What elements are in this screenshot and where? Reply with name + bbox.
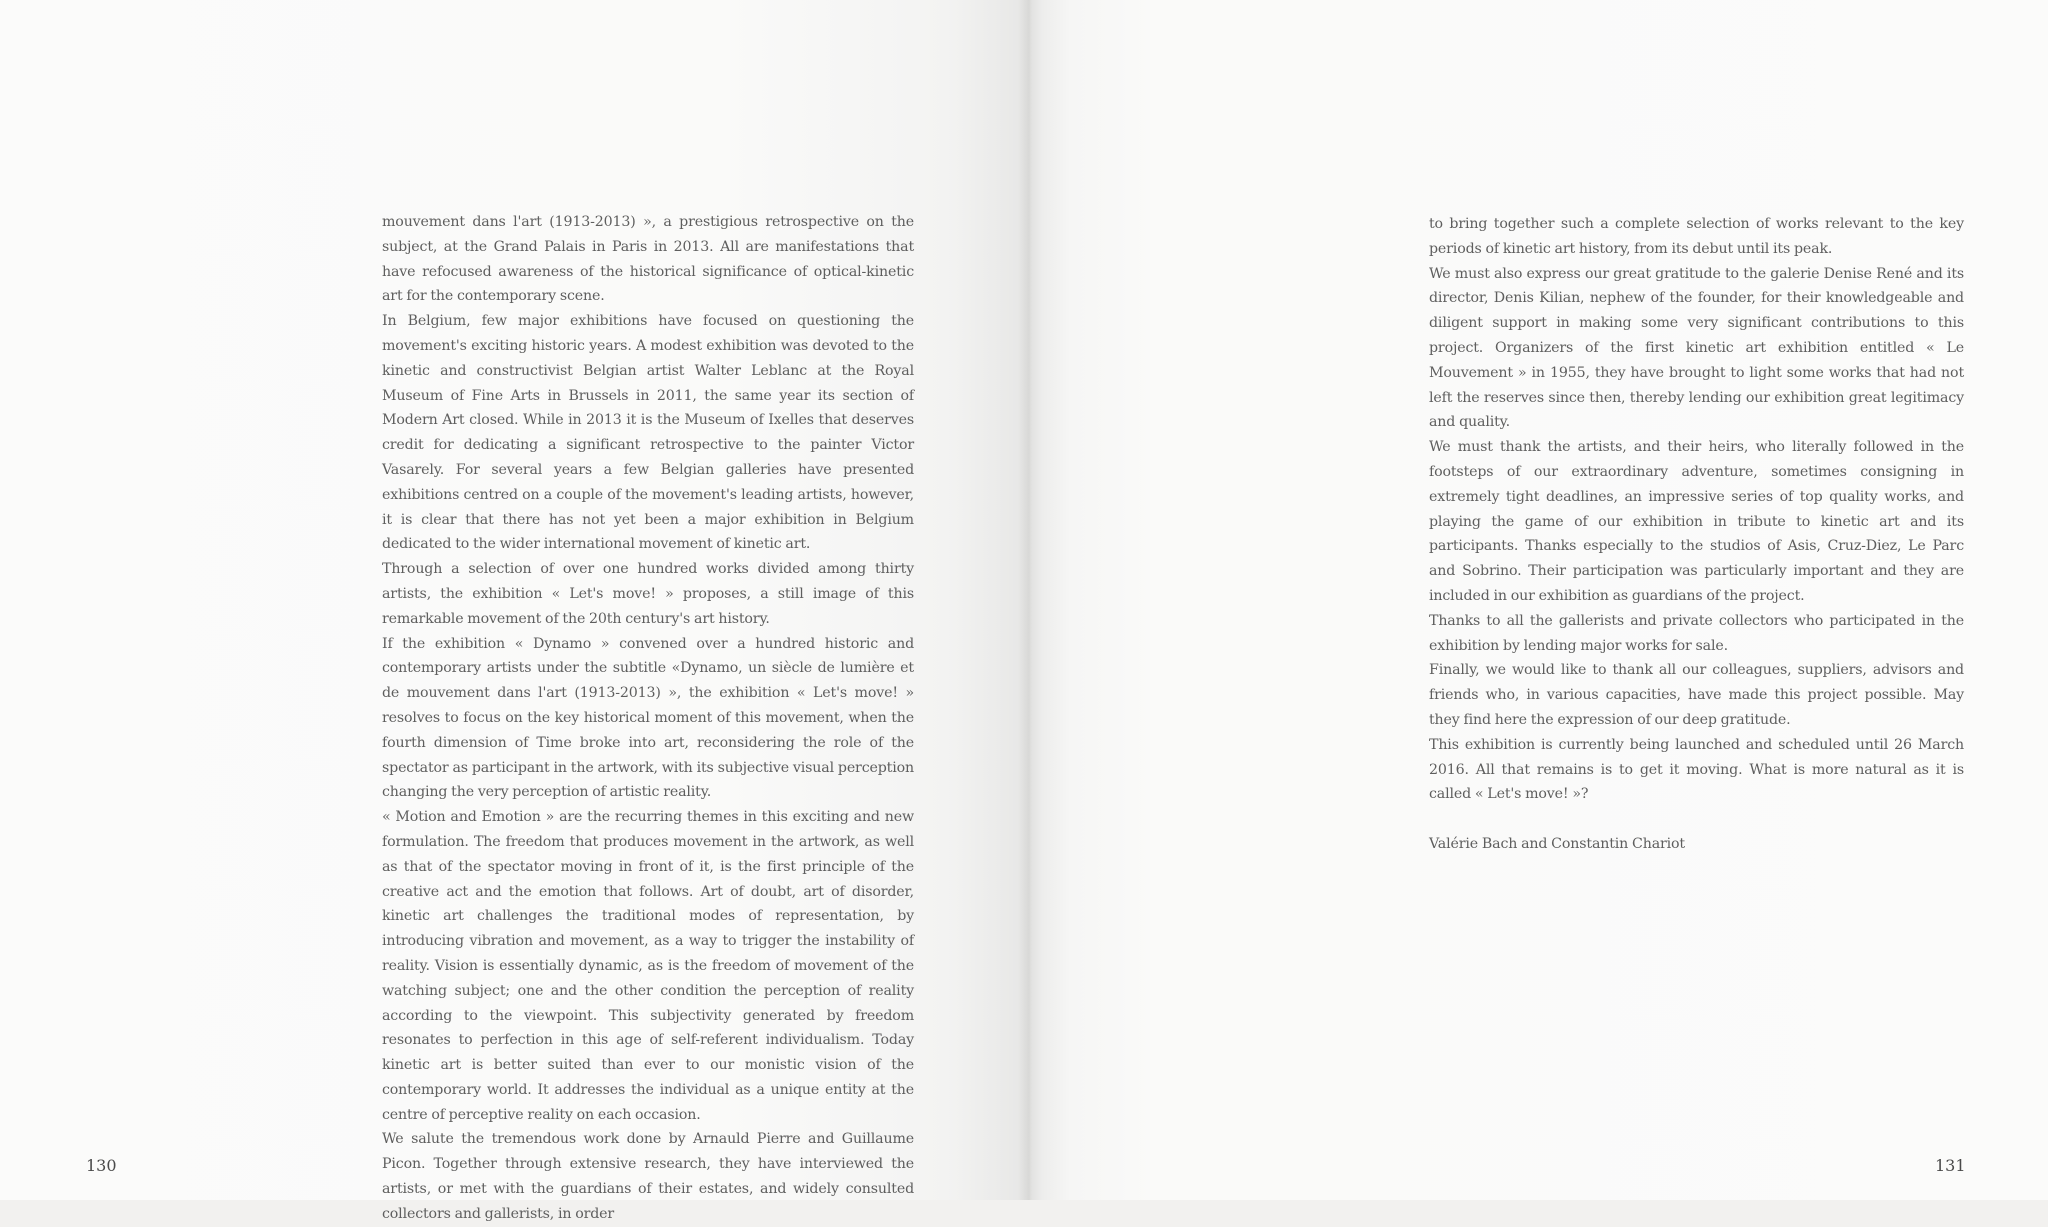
paragraph: Finally, we would like to thank all our colleagues, suppliers, advisors and friends who, in various capacities, have made this project possible. May they find here the expression of our deep gratitude. xyxy=(1429,662,1964,728)
paragraph: If the exhibition « Dynamo » convened over a hundred historic and contemporary artists under the subtitle «Dynamo, un siècle de lumière et de mouvement dans l'art (1913-2013) », the exhibition « Let's move! » resolves to focus on the key historical moment of this movement, when the fourth dimension of Time broke into art, reconsidering the role of the spectator as participant in the artwork, with its subjective visual perception changing the very perception of artistic reality. xyxy=(382,635,914,801)
paragraph: Through a selection of over one hundred works divided among thirty artists, the exhibition « Let's move! » proposes, a still image of this remarkable movement of the 20th century's art history. xyxy=(382,561,914,627)
page-number-left: 130 xyxy=(86,1156,117,1175)
paragraph: mouvement dans l'art (1913-2013) », a prestigious retrospective on the subject, at the Grand Palais in Paris in 2013. All are manifestations that have refocused awareness of the historical significance of optical-kinetic art for the contemporary scene. xyxy=(382,214,914,305)
paragraph: We must thank the artists, and their heirs, who literally followed in the footsteps of our extraordinary adventure, sometimes consigning in extremely tight deadlines, an impressive series of top quality works, and playing the game of our exhibition in tribute to kinetic art and its participants. Thanks especially to the studios of Asis, Cruz-Diez, Le Parc and Sobrino. Their participation was particularly important and they are included in our exhibition as guardians of the project. xyxy=(1429,439,1964,604)
paragraph: In Belgium, few major exhibitions have focused on questioning the movement's exciting historic years. A modest exhibition was devoted to the kinetic and constructivist Belgian artist Walter Leblanc at the Royal Museum of Fine Arts in Brussels in 2011, the same year its section of Modern Art closed. While in 2013 it is the Museum of Ixelles that deserves credit for dedicating a significant retrospective to the painter Victor Vasarely. For several years a few Belgian galleries have presented exhibitions centred on a couple of the movement's leading artists, however, it is clear that there has not yet been a major exhibition in Belgium dedicated to the wider international movement of kinetic art. xyxy=(382,313,914,553)
page-number-right: 131 xyxy=(1935,1156,1966,1175)
right-page xyxy=(1030,0,2048,1200)
paragraph: to bring together such a complete selection of works relevant to the key periods of kinetic art history, from its debut until its peak. xyxy=(1429,216,1964,257)
paragraph: This exhibition is currently being launched and scheduled until 26 March 2016. All that remains is to get it moving. What is more natural as it is called « Let's move! »? xyxy=(1429,736,1964,803)
signature: Valérie Bach and Constantin Chariot xyxy=(1429,835,1685,852)
paragraph: Thanks to all the gallerists and private collectors who participated in the exhibition by lending major works for sale. xyxy=(1429,612,1964,654)
right-text-column xyxy=(1429,212,1964,857)
paragraph: We salute the tremendous work done by Arnauld Pierre and Guillaume Picon. Together through extensive research, they have interviewed the artists, or met with the guardians of their estates, and widely consulted collectors and gallerists, in order xyxy=(382,1131,914,1222)
paragraph: We must also express our great gratitude to the galerie Denise René and its director, Denis Kilian, nephew of the founder, for their knowledgeable and diligent support in making some very significant contributions to this project. Organizers of the first kinetic art exhibition entitled « Le Mouvement » in 1955, they have brought to light some works that had not left the reserves since then, thereby lending our exhibition great legitimacy and quality. xyxy=(1429,265,1964,431)
book-gutter-shadow xyxy=(1018,0,1042,1200)
left-text-column xyxy=(382,210,914,1227)
paragraph: « Motion and Emotion » are the recurring themes in this exciting and new formulation. The freedom that produces movement in the artwork, as well as that of the spectator moving in front of it, is the first principle of the creative act and the emotion that follows. Art of doubt, art of disorder, kinetic art challenges the traditional modes of representation, by introducing vibration and movement, as a way to trigger the instability of reality. Vision is essentially dynamic, as is the freedom of movement of the watching subject; one and the other condition the perception of reality according to the viewpoint. This subjectivity generated by freedom resonates to perfection in this age of self-referent individualism. Today kinetic art is better suited than ever to our monistic vision of the contemporary world. It addresses the individual as a unique entity at the centre of perceptive reality on each occasion. xyxy=(382,809,914,1123)
